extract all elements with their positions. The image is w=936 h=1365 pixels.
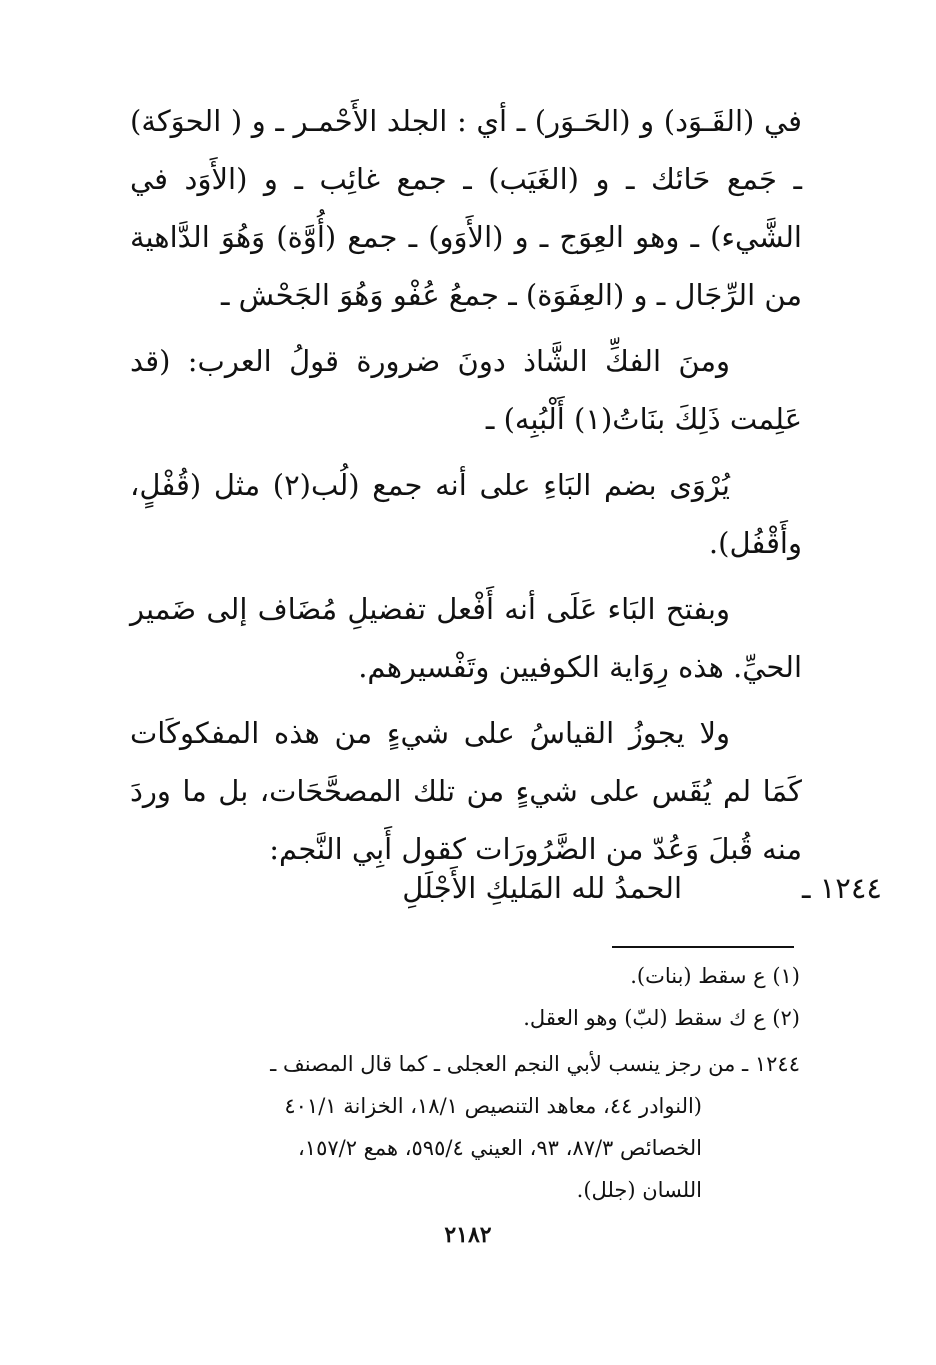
page-number: ٢١٨٢ [444, 1222, 492, 1248]
paragraph-5: ولا يجوزُ القياسُ على شيءٍ من هذه المفكوكَات كَمَا لم يُقَس على شيءٍ من تلك المصحَّحَات، بل ما وردَ منه قُبلَ وَعُدّ من الضَّرُورَات كقول أَبِي النَّجم: [130, 716, 802, 866]
main-text [130, 92, 802, 886]
verse-line [130, 860, 882, 916]
paragraph-1: في (القَـوَد) و (الحَـوَر) ـ أي : الجلد الأَحْمـر ـ و ( الحوَكة) ـ جَمع حَائك ـ و (الغَيَب) ـ جمع غائِب ـ و (الأَوَد في الشَّيء) ـ وهو العِوَج ـ و (الأَوَو) ـ جمع (أُوَّة) وَهُوَ الدَّاهية من الرِّجَال ـ و (العِفَوَة) ـ جمعُ عُفْو وَهُوَ الجَحْش ـ [130, 104, 802, 312]
footnote-3-line-2: (النوادر ٤٤، معاهد التنصيص ١٨/١، الخزانة ٤٠١/١ [284, 1094, 702, 1118]
footnote-2: (٢) ع ك سقط (لبّ) وهو العقل. [523, 1006, 800, 1030]
footnote-3-line-4: اللسان (جلل). [576, 1178, 702, 1202]
footnote-3-line-1: ١٢٤٤ ـ من رجز ينسب لأبي النجم العجلى ـ كما قال المصنف ـ [270, 1052, 800, 1076]
footnotes [140, 956, 800, 1212]
footnote-3-line-3: الخصائص ٨٧/٣، ٩٣، العيني ٥٩٥/٤، همع ١٥٧/٢، [298, 1136, 702, 1160]
verse-text: الحمدُ لله المَليكِ الأَجْلَلِ [402, 871, 682, 905]
footnote-1: (١) ع سقط (بنات). [630, 964, 800, 988]
footnote-separator [612, 946, 794, 948]
verse-number: ١٢٤٤ ـ [801, 871, 882, 905]
paragraph-2: ومنَ الفكِّ الشَّاذ دونَ ضرورة قولُ العرب: (قد عَلِمت ذَلِكَ بنَاتُ(١) أَلْبُبِه) ـ [130, 344, 802, 436]
paragraph-3: يُرْوَى بضم البَاءِ على أنه جمع (لُب(٢) مثل (قُفْلٍ، وأَقْفُل). [130, 468, 802, 560]
paragraph-4: وبفتح البَاء عَلَى أنه أَفْعل تفضيلِ مُضَاف إلى ضَمير الحيِّ. هذه رِوَاية الكوفيين وتَفْسيرهم. [130, 592, 802, 684]
